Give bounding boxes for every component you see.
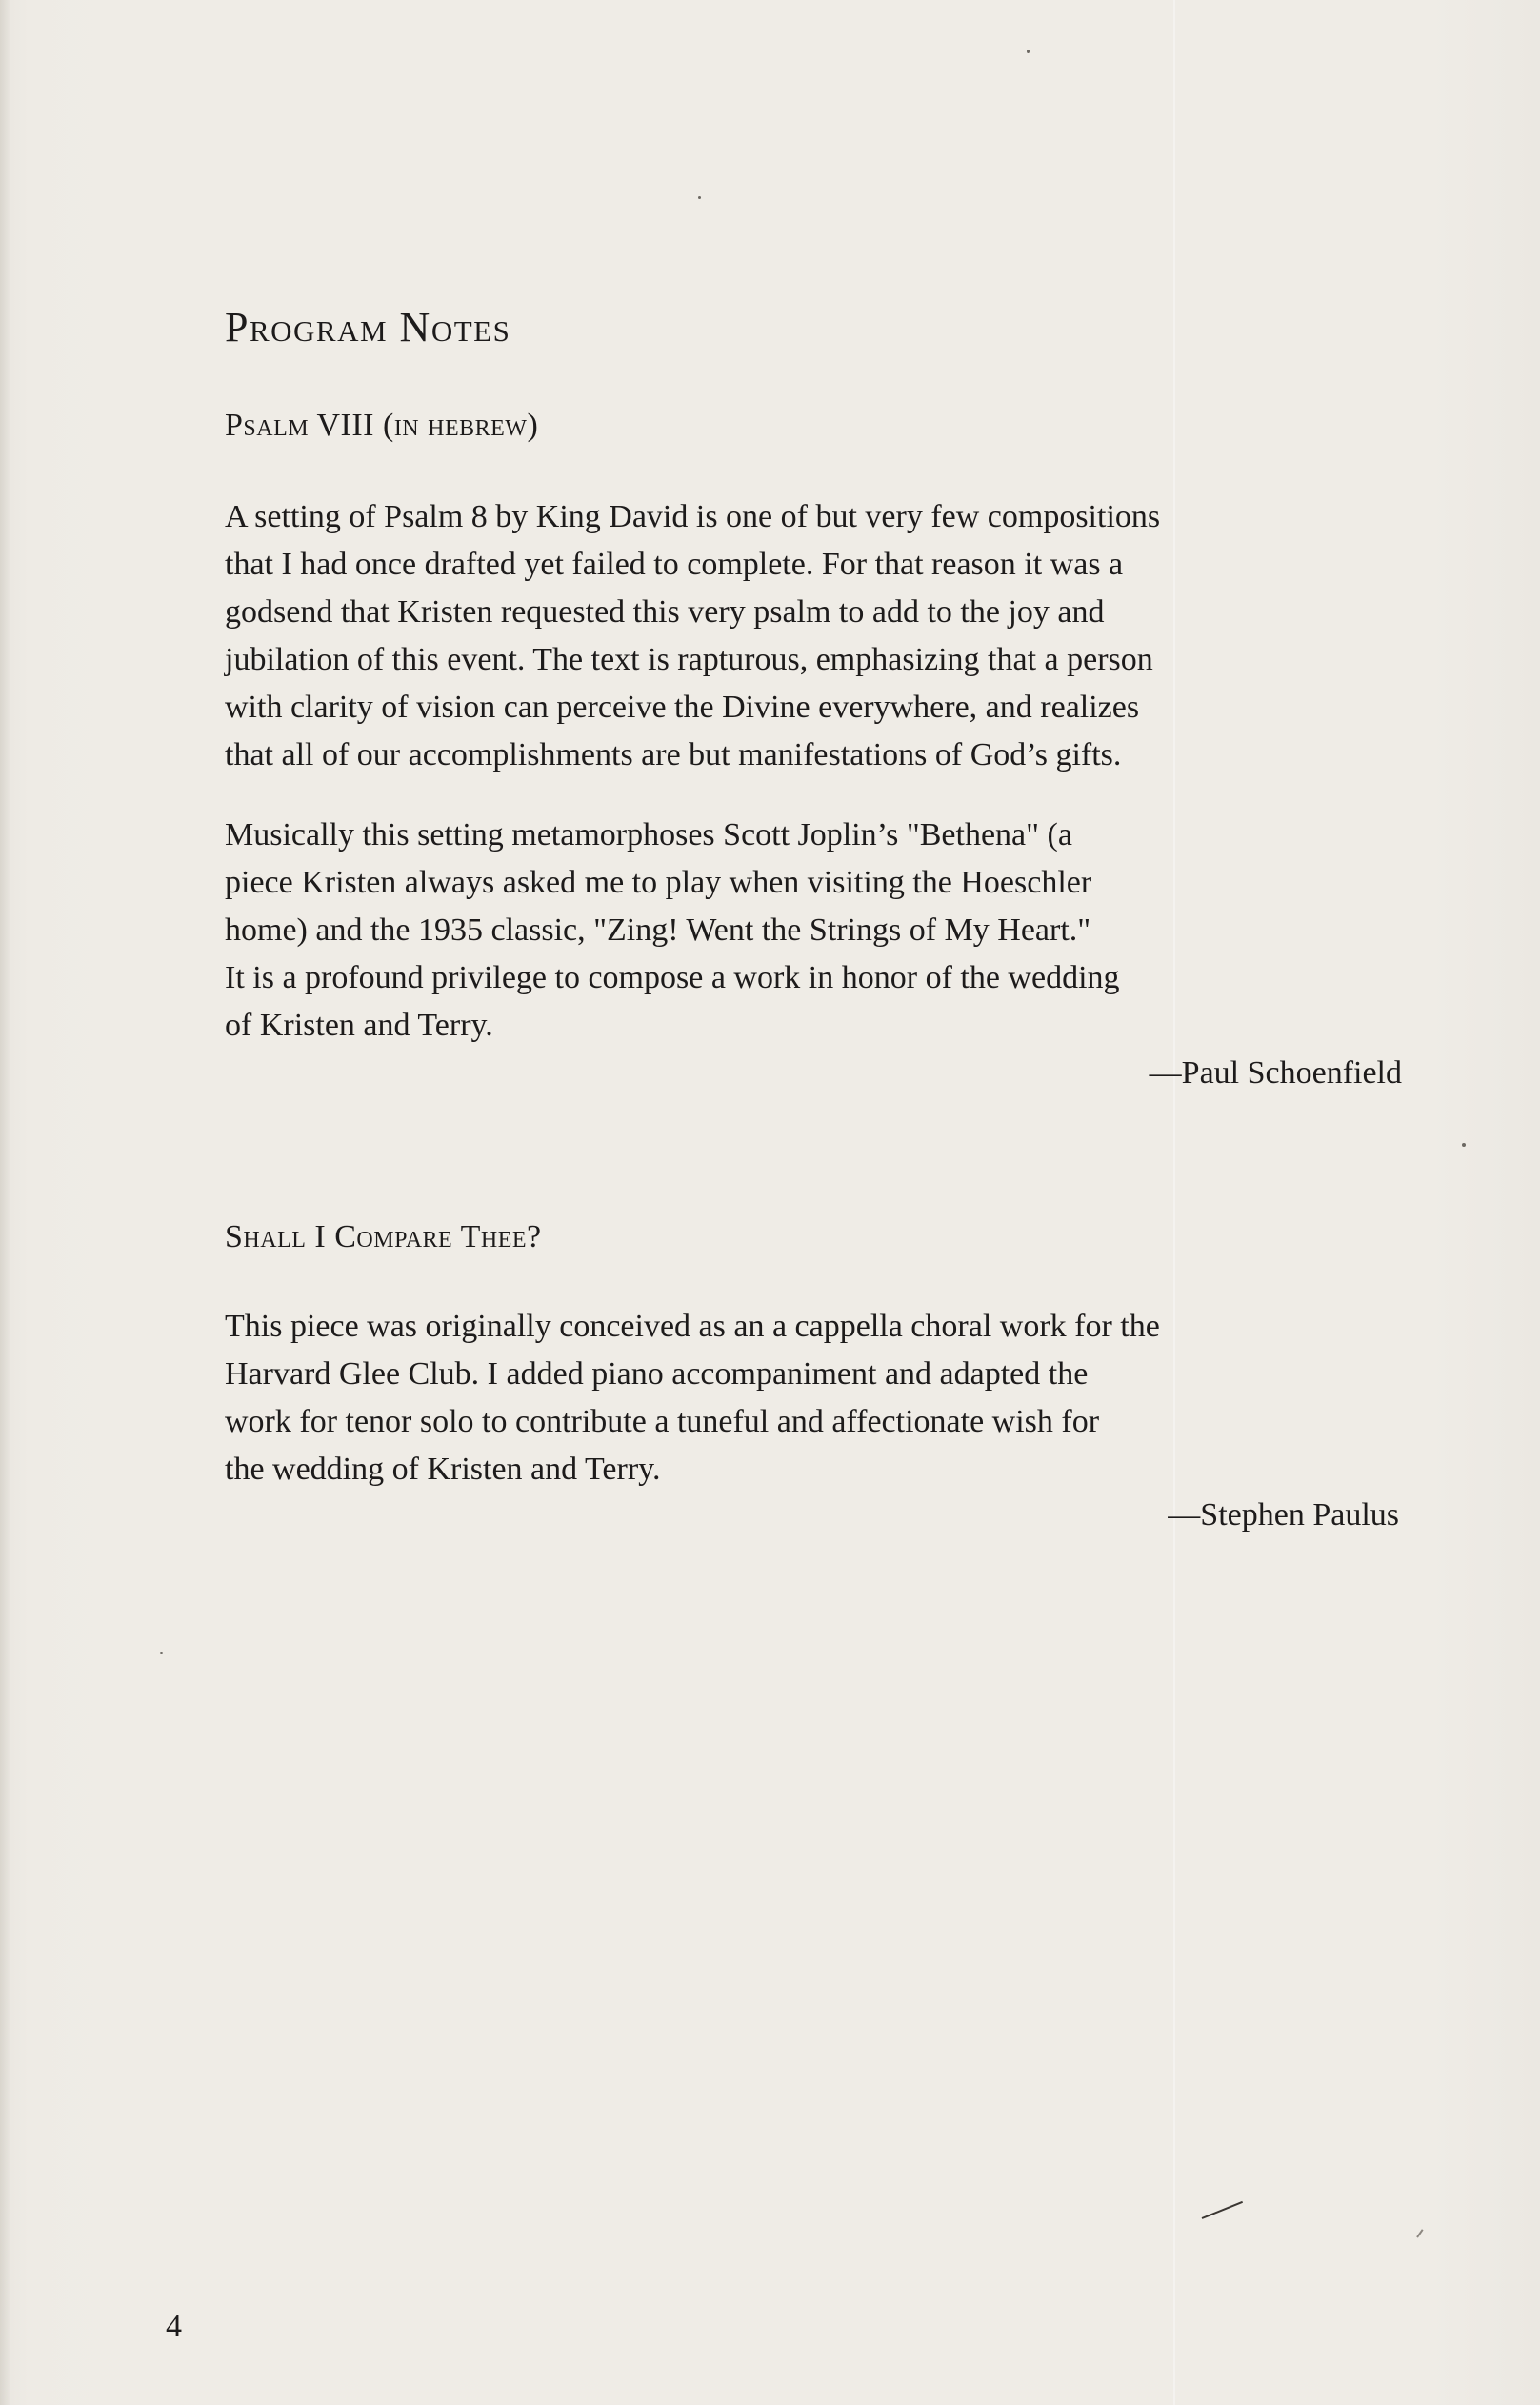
page-edge: [0, 0, 10, 2405]
paragraph-line: Harvard Glee Club. I added piano accompaniment and adapted the: [225, 1356, 1089, 1392]
paragraph-line: A setting of Psalm 8 by King David is one of but very few compositions: [225, 499, 1161, 534]
paragraph-line: home) and the 1935 classic, "Zing! Went the Strings of My Heart.": [225, 912, 1091, 948]
paragraph-line: work for tenor solo to contribute a tuneful and affectionate wish for: [225, 1404, 1100, 1439]
paragraph-line: that I had once drafted yet failed to complete. For that reason it was a: [225, 547, 1124, 582]
paragraph-line: It is a profound privilege to compose a work in honor of the wedding: [225, 960, 1120, 995]
paper-speck: [160, 1652, 163, 1654]
paragraph-line: godsend that Kristen requested this very psalm to add to the joy and: [225, 594, 1105, 630]
paragraph-line: that all of our accomplishments are but manifestations of God’s gifts.: [225, 737, 1122, 772]
paper-scratch: [1416, 2229, 1423, 2237]
attribution-paul-schoenfield: —Paul Schoenfield: [1149, 1055, 1402, 1091]
attribution-stephen-paulus: —Stephen Paulus: [1168, 1497, 1399, 1533]
paragraph-line: of Kristen and Terry.: [225, 1008, 493, 1043]
paragraph-line: with clarity of vision can perceive the Divine everywhere, and realizes: [225, 690, 1140, 725]
paper-scratch: [1202, 2201, 1243, 2219]
paragraph-line: the wedding of Kristen and Terry.: [225, 1452, 661, 1487]
paper-speck: [1027, 50, 1030, 53]
psalm-paragraph-1: [225, 493, 1160, 779]
compare-paragraph-1: [225, 1303, 1160, 1493]
section-heading-shall-i-compare-thee: Shall I Compare Thee?: [225, 1219, 542, 1254]
paragraph-line: jubilation of this event. The text is rapturous, emphasizing that a person: [225, 642, 1153, 677]
paragraph-line: Musically this setting metamorphoses Scott Joplin’s "Bethena" (a: [225, 817, 1072, 852]
psalm-paragraph-2: [225, 812, 1120, 1050]
page-title: Program Notes: [225, 304, 511, 351]
paragraph-line: piece Kristen always asked me to play when visiting the Hoeschler: [225, 865, 1092, 900]
page-number: 4: [166, 2309, 182, 2344]
paper-speck: [698, 196, 701, 199]
paragraph-line: This piece was originally conceived as an a cappella choral work for the: [225, 1309, 1160, 1344]
paper-speck: [1462, 1143, 1466, 1147]
section-heading-psalm-viii: Psalm VIII (in hebrew): [225, 408, 539, 443]
page-fold: [1173, 0, 1175, 2405]
